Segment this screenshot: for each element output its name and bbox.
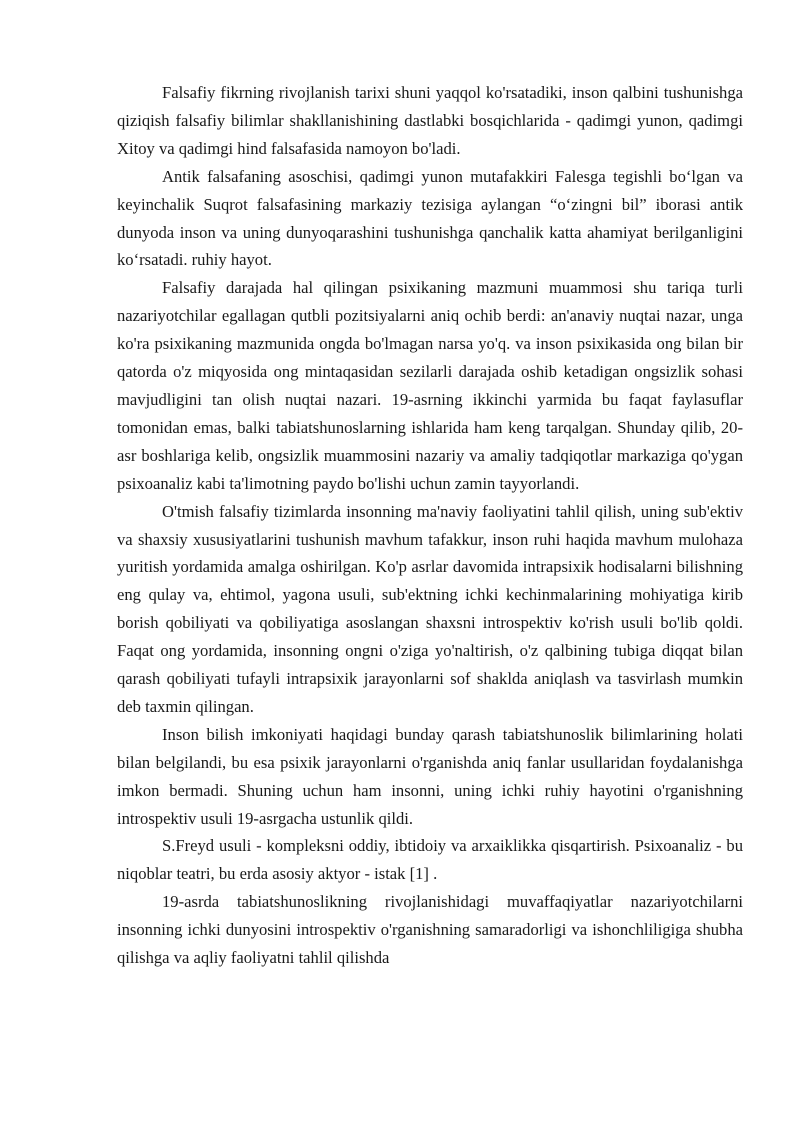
paragraph-5: Inson bilish imkoniyati haqidagi bunday qarash tabiatshunoslik bilimlarining holati bilan belgilandi, bu esa psixik jarayonlarni o'rganishda aniq fanlar usullaridan foydalanishga imkon bermadi. Shuning uchun ham insonni, uning ichki ruhiy hayotini o'rganishning introspektiv usuli 19-asrgacha ustunlik qildi. (117, 724, 743, 828)
document-page (117, 79, 743, 972)
paragraph-2: Antik falsafaning asoschisi, qadimgi yunon mutafakkiri Falesga tegishli bo‘lgan va keyinchalik Suqrot falsafasining markaziy tezisiga aylangan “o‘zingni bil” iborasi antik dunyoda inson va uning dunyoqarashini tushunishga qanchalik katta ahamiyat berilganligini ko‘rsatadi. ruhiy hayot. (117, 166, 743, 270)
paragraph-4: O'tmish falsafiy tizimlarda insonning ma'naviy faoliyatini tahlil qilish, uning sub'ektiv va shaxsiy xususiyatlarini tushunish mavhum tafakkur, inson ruhi haqida mavhum mulohaza yuritish yordamida amalga oshirilgan. Ko'p asrlar davomida intrapsixik hodisalarni bilishning eng qulay va, ehtimol, yagona usuli, sub'ektning ichki kechinmalarining mohiyatiga kirib borish qobiliyati va qobiliyatiga asoslangan shaxsni introspektiv ko'rish usuli bo'lib qoldi. Faqat ong yordamida, insonning ongni o'ziga yo'naltirish, o'z qalbining tubiga diqqat bilan qarash qobiliyati tufayli intrapsixik jarayonlarni sof shaklda aniqlash va tasvirlash mumkin deb taxmin qilingan. (117, 501, 743, 716)
paragraph-3: Falsafiy darajada hal qilingan psixikaning mazmuni muammosi shu tariqa turli nazariyotchilar egallagan qutbli pozitsiyalarni aniq ochib berdi: an'anaviy nuqtai nazar, unga ko'ra psixikaning mazmunida ongda bo'lmagan narsa yo'q. va inson psixikasida ong bilan bir qatorda o'z miqyosida ong mintaqasidan sezilarli darajada oshib ketadigan ongsizlik sohasi mavjudligini tan olish nuqtai nazari. 19-asrning ikkinchi yarmida bu faqat faylasuflar tomonidan emas, balki tabiatshunoslarning ishlarida ham keng tarqalgan. Shunday qilib, 20-asr boshlariga kelib, ongsizlik muammosini nazariy va amaliy tadqiqotlar markaziga qo'ygan psixoanaliz kabi ta'limotning paydo bo'lishi uchun zamin tayyorlandi. (117, 278, 743, 493)
paragraph-1: Falsafiy fikrning rivojlanish tarixi shuni yaqqol ko'rsatadiki, inson qalbini tushunishga qiziqish falsafiy bilimlar shakllanishining dastlabki bosqichlarida - qadimgi yunon, qadimgi Xitoy va qadimgi hind falsafasida namoyon bo'ladi. (117, 83, 743, 158)
paragraph-6: S.Freyd usuli - kompleksni oddiy, ibtidoiy va arxaiklikka qisqartirish. Psixoanaliz - bu niqoblar teatri, bu erda asosiy aktyor - istak [1] . (117, 836, 743, 884)
paragraph-7: 19-asrda tabiatshunoslikning rivojlanishidagi muvaffaqiyatlar nazariyotchilarni insonning ichki dunyosini introspektiv o'rganishning samaradorligi va ishonchliligiga shubha qilishga va aqliy faoliyatni tahlil qilishda (117, 892, 743, 968)
